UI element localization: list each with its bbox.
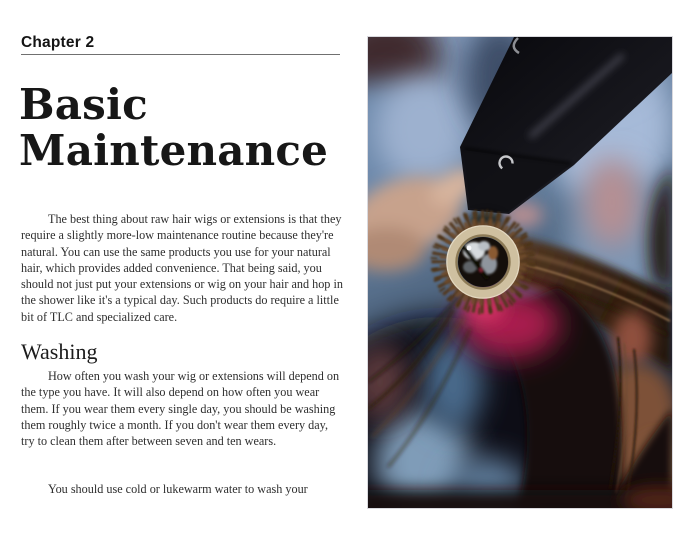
- styling-photo: [368, 37, 672, 508]
- section-heading-washing: Washing: [21, 339, 98, 364]
- styling-photo-graphic: [368, 37, 672, 508]
- page-title: [19, 82, 349, 174]
- paragraph-partial: You should use cold or lukewarm water to wash your: [48, 482, 308, 496]
- page-title-line1: Basic: [19, 80, 148, 129]
- chapter-label: Chapter 2: [21, 34, 95, 51]
- paragraph-washing: How often you wash your wig or extensions will depend on the type you have. It will also depend on how often you wear them. If you wear them every single day, you should be washing them roughly twice a month. If you don't wear them every day, try to clean them after between seven and ten wears.: [21, 369, 340, 449]
- paragraph-intro: The best thing about raw hair wigs or extensions is that they require a slightly more-low maintenance routine because they're natural. You can use the same products you use for your natural hair, which provides added convenience. That being said, you should not just put your extensions or wig on your hair and hop in the shower like it's a typical day. Such products do require a little bit of TLC and specialized care.: [21, 212, 343, 324]
- page-title-line2: Maintenance: [19, 126, 329, 175]
- chapter-rule: [21, 54, 340, 55]
- mirror-highlight: [467, 246, 472, 251]
- pink-bokeh: [584, 158, 640, 246]
